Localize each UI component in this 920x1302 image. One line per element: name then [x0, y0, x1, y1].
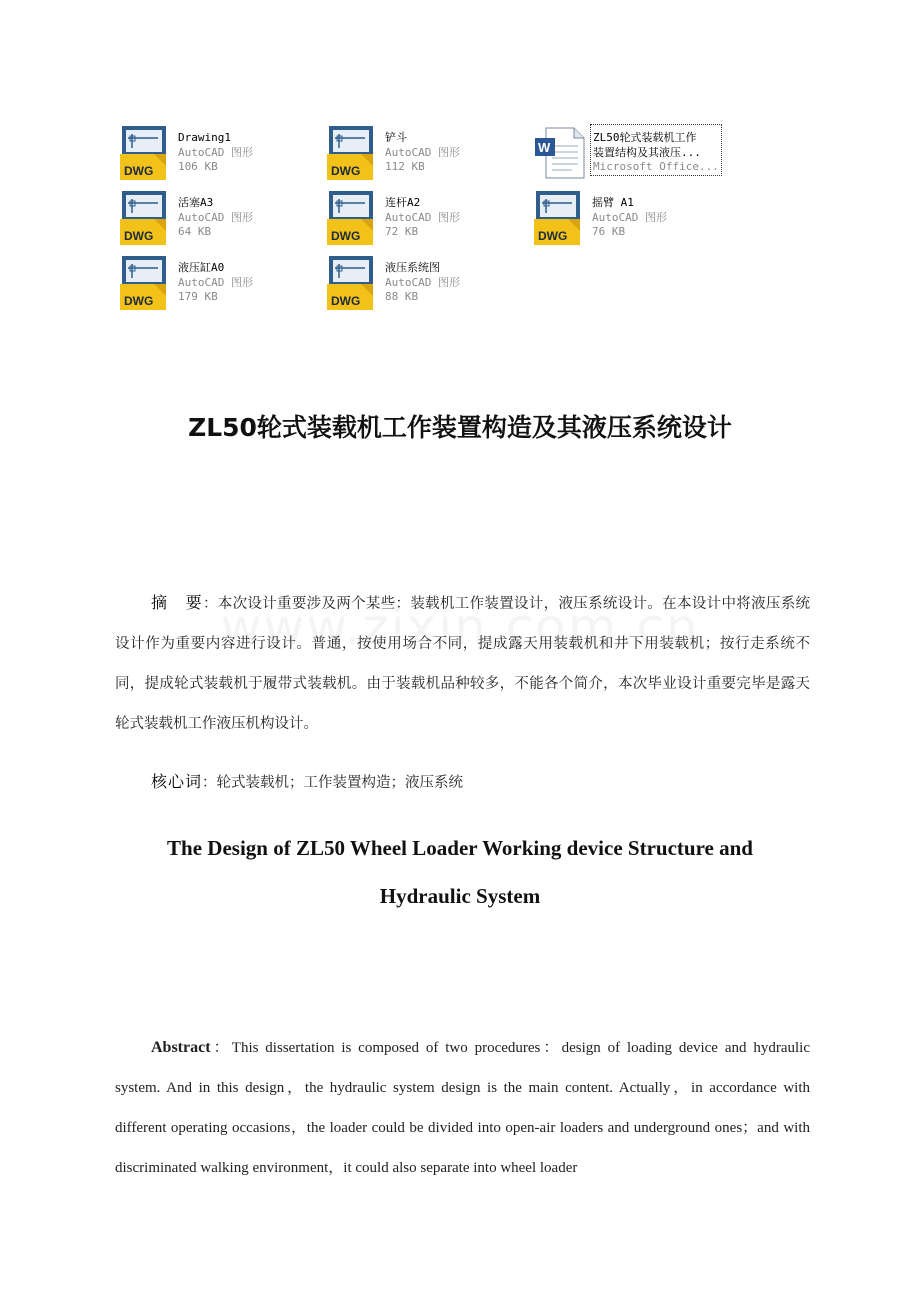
- file-size: 88 KB: [385, 290, 419, 303]
- file-name: 铲斗: [385, 131, 407, 144]
- file-size: 106 KB: [178, 160, 218, 173]
- file-size: 64 KB: [178, 225, 212, 238]
- document-title-cn: ZL50轮式装载机工作装置构造及其液压系统设计: [188, 413, 732, 442]
- file-type: AutoCAD 图形: [178, 275, 253, 289]
- file-name: 摇臂 A1: [592, 196, 634, 209]
- file-name-line-1: ZL50轮式装载机工作: [593, 131, 697, 144]
- dwg-badge: DWG: [331, 164, 361, 178]
- file-item-bucket[interactable]: [325, 124, 460, 182]
- dwg-badge: DWG: [331, 229, 361, 243]
- keywords-cn-label: 核心词: [151, 772, 203, 791]
- keywords-cn-separator: ：: [202, 775, 217, 791]
- file-type: AutoCAD 图形: [385, 210, 460, 224]
- file-type: AutoCAD 图形: [385, 275, 460, 289]
- abstract-en-text: This dissertation is composed of two procedures：design of loading device and hydraulic system. And in this design，the hydraulic system design is the main content. Actually，in accordance with different operating occasions，the loader could be divided into open-air loaders and underground ones；and with discriminated walking environment，it could also separate into wheel loader: [115, 1040, 810, 1176]
- dwg-file-icon: [325, 189, 381, 247]
- abstract-en-separator: ：: [210, 1040, 232, 1056]
- abstract-cn: [115, 583, 810, 744]
- file-item-hydraulic-cylinder-a0[interactable]: [118, 254, 253, 312]
- dwg-file-icon: [325, 124, 381, 182]
- dwg-badge: DWG: [124, 294, 154, 308]
- document-title-en-line-1: The Design of ZL50 Wheel Loader Working device Structure and: [167, 836, 753, 860]
- keywords-cn: [151, 770, 846, 795]
- svg-text:W: W: [538, 140, 551, 155]
- file-size: 112 KB: [385, 160, 425, 173]
- file-item-hydraulic-system-diagram[interactable]: [325, 254, 460, 312]
- dwg-badge: DWG: [124, 229, 154, 243]
- dwg-badge: DWG: [538, 229, 568, 243]
- file-name: 连杆A2: [385, 196, 421, 209]
- abstract-cn-separator: ：: [202, 596, 218, 612]
- abstract-cn-text: 本次设计重要涉及两个某些：装载机工作装置设计，液压系统设计。在本设计中将液压系统设计作为重要内容进行设计。普通，按使用场合不同，提成露天用装载机和井下用装载机；按行走系统不同，提成轮式装载机于履带式装载机。由于装载机品种较多，不能各个简介，本次毕业设计重要完毕是露天轮式装载机工作液压机构设计。: [115, 596, 811, 732]
- abstract-en: [115, 1028, 810, 1188]
- file-item-word-document[interactable]: [532, 124, 722, 182]
- dwg-file-icon: [118, 189, 174, 247]
- dwg-file-icon: [118, 124, 174, 182]
- file-item-rocker-arm-a1[interactable]: [532, 189, 667, 247]
- file-name: 活塞A3: [178, 196, 214, 209]
- file-item-connecting-rod-a2[interactable]: [325, 189, 460, 247]
- file-grid: [118, 124, 758, 316]
- file-type: AutoCAD 图形: [592, 210, 667, 224]
- file-name: 液压系统图: [385, 261, 440, 274]
- abstract-en-label: Abstract: [151, 1039, 211, 1056]
- file-type: AutoCAD 图形: [178, 145, 253, 159]
- file-name-line-2: 装置结构及其液压...: [593, 145, 701, 159]
- file-size: 72 KB: [385, 225, 419, 238]
- file-type: Microsoft Office...: [593, 160, 719, 173]
- word-document-icon: [532, 124, 588, 182]
- file-item-piston-a3[interactable]: [118, 189, 253, 247]
- dwg-badge: DWG: [331, 294, 361, 308]
- dwg-file-icon: [118, 254, 174, 312]
- file-size: 76 KB: [592, 225, 626, 238]
- file-name: Drawing1: [178, 131, 231, 144]
- dwg-file-icon: [532, 189, 588, 247]
- file-item-drawing1[interactable]: [118, 124, 253, 182]
- abstract-cn-label: 摘 要: [151, 593, 203, 612]
- dwg-badge: DWG: [124, 164, 154, 178]
- file-size: 179 KB: [178, 290, 218, 303]
- dwg-file-icon: [325, 254, 381, 312]
- file-type: AutoCAD 图形: [178, 210, 253, 224]
- document-title-en-line-2: Hydraulic System: [379, 884, 541, 908]
- file-type: AutoCAD 图形: [385, 145, 460, 159]
- file-name: 液压缸A0: [178, 261, 225, 274]
- keywords-cn-text: 轮式装载机；工作装置构造；液压系统: [216, 775, 464, 791]
